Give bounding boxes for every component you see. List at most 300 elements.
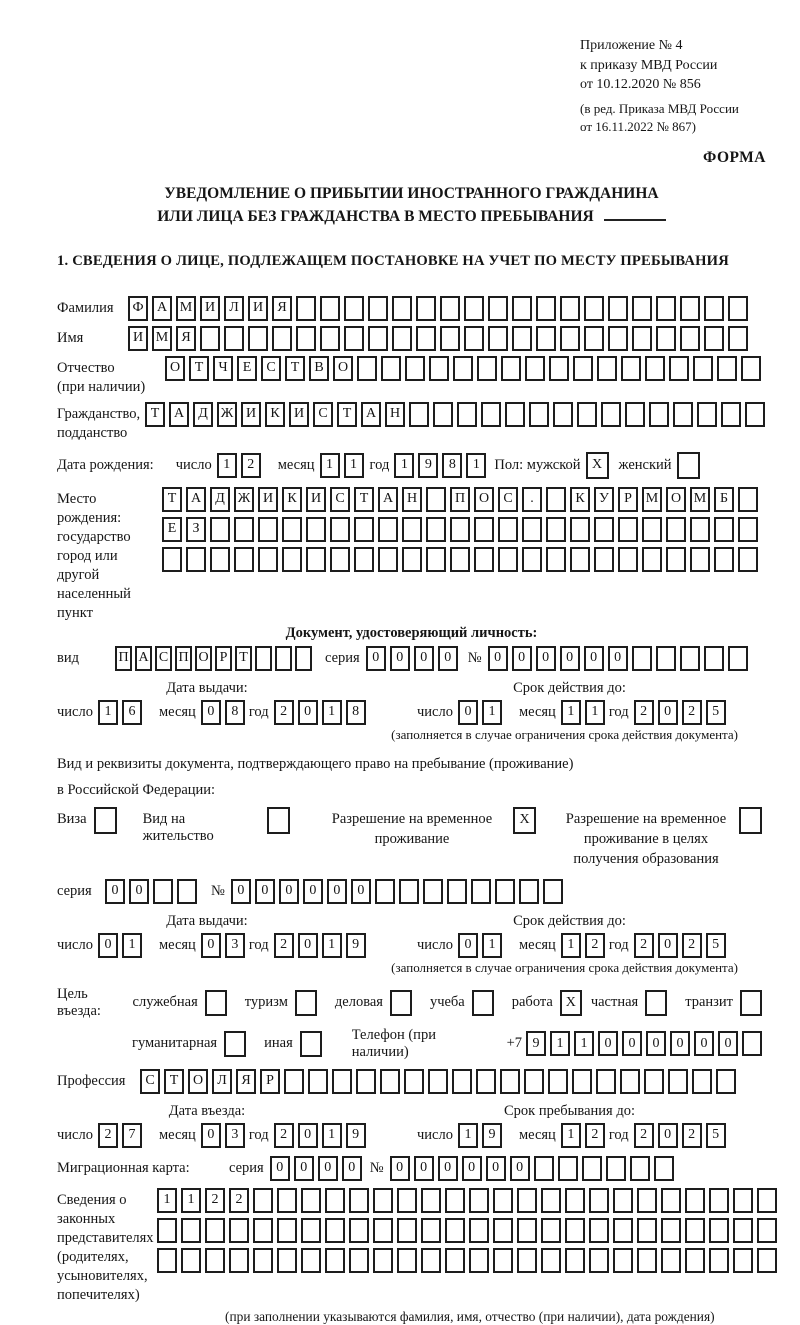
- char-cell[interactable]: [426, 547, 446, 572]
- char-cell[interactable]: [697, 402, 717, 427]
- char-cell[interactable]: 1: [217, 453, 237, 478]
- char-cell[interactable]: [618, 517, 638, 542]
- char-cell[interactable]: М: [690, 487, 710, 512]
- char-cell[interactable]: [153, 879, 173, 904]
- char-cell[interactable]: И: [241, 402, 261, 427]
- char-cell[interactable]: [450, 517, 470, 542]
- char-cell[interactable]: 3: [225, 1123, 245, 1148]
- char-cell[interactable]: [541, 1248, 561, 1273]
- char-cell[interactable]: [450, 547, 470, 572]
- char-cell[interactable]: [378, 547, 398, 572]
- char-cell[interactable]: Е: [237, 356, 257, 381]
- char-cell[interactable]: [582, 1156, 602, 1181]
- char-cell[interactable]: [558, 1156, 578, 1181]
- char-cell[interactable]: [666, 517, 686, 542]
- char-cell[interactable]: 0: [201, 933, 221, 958]
- char-cell[interactable]: [645, 356, 665, 381]
- char-cell[interactable]: Р: [215, 646, 232, 671]
- char-cell[interactable]: [301, 1218, 321, 1243]
- char-cell[interactable]: К: [570, 487, 590, 512]
- char-cell[interactable]: [757, 1188, 777, 1213]
- char-cell[interactable]: 0: [327, 879, 347, 904]
- char-cell[interactable]: [210, 547, 230, 572]
- char-cell[interactable]: [392, 326, 412, 351]
- char-cell[interactable]: [661, 1248, 681, 1273]
- char-cell[interactable]: [306, 547, 326, 572]
- char-cell[interactable]: [277, 1188, 297, 1213]
- char-cell[interactable]: 0: [414, 646, 434, 671]
- char-cell[interactable]: [738, 547, 758, 572]
- char-cell[interactable]: П: [115, 646, 132, 671]
- char-cell[interactable]: [680, 296, 700, 321]
- char-cell[interactable]: Т: [164, 1069, 184, 1094]
- char-cell[interactable]: [253, 1218, 273, 1243]
- char-cell[interactable]: [277, 1248, 297, 1273]
- char-cell[interactable]: [741, 356, 761, 381]
- char-cell[interactable]: [325, 1218, 345, 1243]
- char-cell[interactable]: [229, 1218, 249, 1243]
- char-cell[interactable]: [543, 879, 563, 904]
- char-cell[interactable]: [560, 296, 580, 321]
- char-cell[interactable]: [608, 296, 628, 321]
- char-cell[interactable]: [522, 517, 542, 542]
- char-cell[interactable]: [584, 326, 604, 351]
- char-cell[interactable]: О: [165, 356, 185, 381]
- char-cell[interactable]: Т: [354, 487, 374, 512]
- char-cell[interactable]: 0: [584, 646, 604, 671]
- char-cell[interactable]: [368, 326, 388, 351]
- char-cell[interactable]: Ж: [217, 402, 237, 427]
- char-cell[interactable]: [716, 1069, 736, 1094]
- char-cell[interactable]: [295, 646, 312, 671]
- char-cell[interactable]: [738, 517, 758, 542]
- char-cell[interactable]: Д: [193, 402, 213, 427]
- char-cell[interactable]: [553, 402, 573, 427]
- char-cell[interactable]: 0: [390, 646, 410, 671]
- char-cell[interactable]: [709, 1188, 729, 1213]
- char-cell[interactable]: О: [333, 356, 353, 381]
- char-cell[interactable]: [565, 1218, 585, 1243]
- char-cell[interactable]: [680, 646, 700, 671]
- char-cell[interactable]: А: [361, 402, 381, 427]
- char-cell[interactable]: З: [186, 517, 206, 542]
- char-cell[interactable]: 2: [682, 700, 702, 725]
- char-cell[interactable]: [373, 1218, 393, 1243]
- char-cell[interactable]: [654, 1156, 674, 1181]
- char-cell[interactable]: [426, 487, 446, 512]
- char-cell[interactable]: [381, 356, 401, 381]
- char-cell[interactable]: [597, 356, 617, 381]
- char-cell[interactable]: [728, 326, 748, 351]
- char-cell[interactable]: 1: [181, 1188, 201, 1213]
- char-cell[interactable]: А: [378, 487, 398, 512]
- char-cell[interactable]: [464, 326, 484, 351]
- char-cell[interactable]: И: [306, 487, 326, 512]
- char-cell[interactable]: [594, 517, 614, 542]
- char-cell[interactable]: 0: [608, 646, 628, 671]
- char-cell[interactable]: [469, 1218, 489, 1243]
- char-cell[interactable]: [397, 1248, 417, 1273]
- char-cell[interactable]: [685, 1188, 705, 1213]
- char-cell[interactable]: [428, 1069, 448, 1094]
- char-cell[interactable]: [661, 1218, 681, 1243]
- char-cell[interactable]: 0: [510, 1156, 530, 1181]
- char-cell[interactable]: 0: [670, 1031, 690, 1056]
- char-cell[interactable]: 0: [318, 1156, 338, 1181]
- char-cell[interactable]: 0: [488, 646, 508, 671]
- char-cell[interactable]: [330, 517, 350, 542]
- char-cell[interactable]: [229, 1248, 249, 1273]
- char-cell[interactable]: [637, 1218, 657, 1243]
- char-cell[interactable]: [453, 356, 473, 381]
- char-cell[interactable]: [404, 1069, 424, 1094]
- char-cell[interactable]: Л: [212, 1069, 232, 1094]
- char-cell[interactable]: И: [248, 296, 268, 321]
- char-cell[interactable]: [668, 1069, 688, 1094]
- char-cell[interactable]: [320, 326, 340, 351]
- char-cell[interactable]: [296, 326, 316, 351]
- char-cell[interactable]: [546, 547, 566, 572]
- char-cell[interactable]: [210, 517, 230, 542]
- char-cell[interactable]: [541, 1188, 561, 1213]
- char-cell[interactable]: [284, 1069, 304, 1094]
- char-cell[interactable]: [573, 356, 593, 381]
- char-cell[interactable]: 0: [486, 1156, 506, 1181]
- char-cell[interactable]: 9: [346, 1123, 366, 1148]
- char-cell[interactable]: Я: [176, 326, 196, 351]
- char-cell[interactable]: [565, 1188, 585, 1213]
- char-cell[interactable]: 2: [241, 453, 261, 478]
- char-cell[interactable]: И: [128, 326, 148, 351]
- char-cell[interactable]: 2: [634, 1123, 654, 1148]
- char-cell[interactable]: [709, 1248, 729, 1273]
- char-cell[interactable]: [656, 646, 676, 671]
- char-cell[interactable]: [512, 326, 532, 351]
- char-cell[interactable]: 2: [274, 700, 294, 725]
- char-cell[interactable]: 8: [442, 453, 462, 478]
- char-cell[interactable]: [354, 517, 374, 542]
- char-cell[interactable]: Ф: [128, 296, 148, 321]
- char-cell[interactable]: [349, 1188, 369, 1213]
- char-cell[interactable]: 2: [98, 1123, 118, 1148]
- char-cell[interactable]: [690, 547, 710, 572]
- char-cell[interactable]: Ж: [234, 487, 254, 512]
- char-cell[interactable]: 0: [270, 1156, 290, 1181]
- char-cell[interactable]: [733, 1218, 753, 1243]
- char-cell[interactable]: М: [152, 326, 172, 351]
- char-cell[interactable]: [601, 402, 621, 427]
- char-cell[interactable]: У: [594, 487, 614, 512]
- char-cell[interactable]: 0: [129, 879, 149, 904]
- char-cell[interactable]: [733, 1188, 753, 1213]
- char-cell[interactable]: [397, 1218, 417, 1243]
- char-cell[interactable]: [234, 517, 254, 542]
- char-cell[interactable]: [495, 879, 515, 904]
- char-cell[interactable]: [632, 326, 652, 351]
- char-cell[interactable]: [677, 452, 700, 479]
- char-cell[interactable]: П: [175, 646, 192, 671]
- char-cell[interactable]: [380, 1069, 400, 1094]
- char-cell[interactable]: [429, 356, 449, 381]
- char-cell[interactable]: [344, 326, 364, 351]
- char-cell[interactable]: 0: [646, 1031, 666, 1056]
- char-cell[interactable]: 5: [706, 933, 726, 958]
- char-cell[interactable]: [721, 402, 741, 427]
- char-cell[interactable]: [445, 1188, 465, 1213]
- char-cell[interactable]: [692, 1069, 712, 1094]
- char-cell[interactable]: [742, 1031, 762, 1056]
- char-cell[interactable]: Е: [162, 517, 182, 542]
- char-cell[interactable]: [399, 879, 419, 904]
- char-cell[interactable]: А: [169, 402, 189, 427]
- char-cell[interactable]: [642, 547, 662, 572]
- char-cell[interactable]: [440, 296, 460, 321]
- char-cell[interactable]: Л: [224, 296, 244, 321]
- char-cell[interactable]: 1: [122, 933, 142, 958]
- char-cell[interactable]: [493, 1218, 513, 1243]
- char-cell[interactable]: X: [586, 452, 609, 479]
- char-cell[interactable]: [277, 1218, 297, 1243]
- char-cell[interactable]: [296, 296, 316, 321]
- char-cell[interactable]: [548, 1069, 568, 1094]
- char-cell[interactable]: [685, 1248, 705, 1273]
- char-cell[interactable]: [501, 356, 521, 381]
- char-cell[interactable]: 1: [322, 1123, 342, 1148]
- char-cell[interactable]: 2: [634, 933, 654, 958]
- char-cell[interactable]: [375, 879, 395, 904]
- char-cell[interactable]: [357, 356, 377, 381]
- char-cell[interactable]: [416, 296, 436, 321]
- char-cell[interactable]: 0: [303, 879, 323, 904]
- char-cell[interactable]: В: [309, 356, 329, 381]
- char-cell[interactable]: [162, 547, 182, 572]
- char-cell[interactable]: [474, 517, 494, 542]
- char-cell[interactable]: Т: [337, 402, 357, 427]
- char-cell[interactable]: [320, 296, 340, 321]
- char-cell[interactable]: [704, 296, 724, 321]
- char-cell[interactable]: [349, 1218, 369, 1243]
- char-cell[interactable]: [546, 487, 566, 512]
- char-cell[interactable]: [306, 517, 326, 542]
- char-cell[interactable]: [248, 326, 268, 351]
- char-cell[interactable]: С: [140, 1069, 160, 1094]
- char-cell[interactable]: 1: [585, 700, 605, 725]
- char-cell[interactable]: [594, 547, 614, 572]
- char-cell[interactable]: [596, 1069, 616, 1094]
- char-cell[interactable]: [356, 1069, 376, 1094]
- char-cell[interactable]: [474, 547, 494, 572]
- char-cell[interactable]: Т: [235, 646, 252, 671]
- char-cell[interactable]: [541, 1218, 561, 1243]
- char-cell[interactable]: [392, 296, 412, 321]
- char-cell[interactable]: [757, 1248, 777, 1273]
- char-cell[interactable]: [589, 1248, 609, 1273]
- char-cell[interactable]: [205, 1218, 225, 1243]
- char-cell[interactable]: [445, 1218, 465, 1243]
- char-cell[interactable]: [405, 356, 425, 381]
- char-cell[interactable]: [733, 1248, 753, 1273]
- char-cell[interactable]: [205, 1248, 225, 1273]
- char-cell[interactable]: [714, 517, 734, 542]
- char-cell[interactable]: [512, 296, 532, 321]
- char-cell[interactable]: [421, 1218, 441, 1243]
- char-cell[interactable]: [258, 517, 278, 542]
- char-cell[interactable]: [642, 517, 662, 542]
- char-cell[interactable]: 8: [225, 700, 245, 725]
- char-cell[interactable]: П: [450, 487, 470, 512]
- char-cell[interactable]: 2: [229, 1188, 249, 1213]
- char-cell[interactable]: .: [522, 487, 542, 512]
- char-cell[interactable]: [325, 1188, 345, 1213]
- char-cell[interactable]: [608, 326, 628, 351]
- char-cell[interactable]: [498, 517, 518, 542]
- char-cell[interactable]: [472, 990, 494, 1016]
- char-cell[interactable]: [157, 1248, 177, 1273]
- char-cell[interactable]: 2: [585, 933, 605, 958]
- char-cell[interactable]: [549, 356, 569, 381]
- char-cell[interactable]: [589, 1218, 609, 1243]
- char-cell[interactable]: [272, 326, 292, 351]
- char-cell[interactable]: [402, 547, 422, 572]
- char-cell[interactable]: 0: [105, 879, 125, 904]
- char-cell[interactable]: [471, 879, 491, 904]
- char-cell[interactable]: [390, 990, 412, 1016]
- char-cell[interactable]: [613, 1218, 633, 1243]
- char-cell[interactable]: [275, 646, 292, 671]
- char-cell[interactable]: [488, 326, 508, 351]
- char-cell[interactable]: [673, 402, 693, 427]
- char-cell[interactable]: О: [666, 487, 686, 512]
- char-cell[interactable]: [714, 547, 734, 572]
- char-cell[interactable]: Р: [260, 1069, 280, 1094]
- char-cell[interactable]: А: [186, 487, 206, 512]
- char-cell[interactable]: 1: [466, 453, 486, 478]
- char-cell[interactable]: [589, 1188, 609, 1213]
- char-cell[interactable]: [661, 1188, 681, 1213]
- char-cell[interactable]: [452, 1069, 472, 1094]
- char-cell[interactable]: [177, 879, 197, 904]
- char-cell[interactable]: [476, 1069, 496, 1094]
- char-cell[interactable]: [745, 402, 765, 427]
- char-cell[interactable]: 1: [344, 453, 364, 478]
- char-cell[interactable]: [522, 547, 542, 572]
- char-cell[interactable]: [421, 1248, 441, 1273]
- char-cell[interactable]: [534, 1156, 554, 1181]
- char-cell[interactable]: [685, 1218, 705, 1243]
- char-cell[interactable]: [282, 547, 302, 572]
- char-cell[interactable]: [632, 646, 652, 671]
- char-cell[interactable]: 0: [438, 646, 458, 671]
- char-cell[interactable]: 0: [694, 1031, 714, 1056]
- char-cell[interactable]: [717, 356, 737, 381]
- char-cell[interactable]: 0: [201, 1123, 221, 1148]
- char-cell[interactable]: [739, 807, 762, 834]
- char-cell[interactable]: [536, 296, 556, 321]
- char-cell[interactable]: [373, 1188, 393, 1213]
- char-cell[interactable]: [680, 326, 700, 351]
- char-cell[interactable]: [440, 326, 460, 351]
- char-cell[interactable]: [354, 547, 374, 572]
- char-cell[interactable]: [94, 807, 117, 834]
- char-cell[interactable]: [546, 517, 566, 542]
- char-cell[interactable]: [613, 1188, 633, 1213]
- char-cell[interactable]: К: [282, 487, 302, 512]
- char-cell[interactable]: [517, 1248, 537, 1273]
- char-cell[interactable]: [488, 296, 508, 321]
- char-cell[interactable]: [621, 356, 641, 381]
- char-cell[interactable]: [295, 990, 317, 1016]
- char-cell[interactable]: [325, 1248, 345, 1273]
- char-cell[interactable]: [373, 1248, 393, 1273]
- char-cell[interactable]: 9: [482, 1123, 502, 1148]
- char-cell[interactable]: [423, 879, 443, 904]
- char-cell[interactable]: [378, 517, 398, 542]
- char-cell[interactable]: [493, 1248, 513, 1273]
- char-cell[interactable]: [618, 547, 638, 572]
- char-cell[interactable]: 0: [658, 1123, 678, 1148]
- char-cell[interactable]: 0: [255, 879, 275, 904]
- char-cell[interactable]: 7: [122, 1123, 142, 1148]
- char-cell[interactable]: И: [289, 402, 309, 427]
- char-cell[interactable]: М: [642, 487, 662, 512]
- char-cell[interactable]: 6: [122, 700, 142, 725]
- char-cell[interactable]: [416, 326, 436, 351]
- char-cell[interactable]: 0: [536, 646, 556, 671]
- char-cell[interactable]: [570, 517, 590, 542]
- char-cell[interactable]: [505, 402, 525, 427]
- char-cell[interactable]: 2: [274, 1123, 294, 1148]
- char-cell[interactable]: 0: [201, 700, 221, 725]
- char-cell[interactable]: 1: [550, 1031, 570, 1056]
- char-cell[interactable]: 5: [706, 1123, 726, 1148]
- char-cell[interactable]: [224, 1031, 246, 1057]
- char-cell[interactable]: [469, 1188, 489, 1213]
- char-cell[interactable]: Т: [189, 356, 209, 381]
- char-cell[interactable]: 2: [682, 933, 702, 958]
- char-cell[interactable]: [656, 296, 676, 321]
- char-cell[interactable]: 0: [658, 700, 678, 725]
- char-cell[interactable]: О: [195, 646, 212, 671]
- char-cell[interactable]: [205, 990, 227, 1016]
- char-cell[interactable]: 0: [458, 933, 478, 958]
- char-cell[interactable]: 1: [458, 1123, 478, 1148]
- char-cell[interactable]: [632, 296, 652, 321]
- char-cell[interactable]: А: [152, 296, 172, 321]
- char-cell[interactable]: [402, 517, 422, 542]
- char-cell[interactable]: [666, 547, 686, 572]
- char-cell[interactable]: 0: [658, 933, 678, 958]
- char-cell[interactable]: [181, 1248, 201, 1273]
- char-cell[interactable]: X: [560, 990, 582, 1016]
- char-cell[interactable]: [740, 990, 762, 1016]
- char-cell[interactable]: 0: [298, 1123, 318, 1148]
- char-cell[interactable]: [572, 1069, 592, 1094]
- char-cell[interactable]: [606, 1156, 626, 1181]
- char-cell[interactable]: Н: [385, 402, 405, 427]
- char-cell[interactable]: 9: [526, 1031, 546, 1056]
- char-cell[interactable]: К: [265, 402, 285, 427]
- char-cell[interactable]: 0: [512, 646, 532, 671]
- char-cell[interactable]: [301, 1248, 321, 1273]
- char-cell[interactable]: 8: [346, 700, 366, 725]
- char-cell[interactable]: [433, 402, 453, 427]
- char-cell[interactable]: 9: [346, 933, 366, 958]
- char-cell[interactable]: [649, 402, 669, 427]
- char-cell[interactable]: С: [261, 356, 281, 381]
- char-cell[interactable]: [693, 356, 713, 381]
- char-cell[interactable]: [332, 1069, 352, 1094]
- char-cell[interactable]: [457, 402, 477, 427]
